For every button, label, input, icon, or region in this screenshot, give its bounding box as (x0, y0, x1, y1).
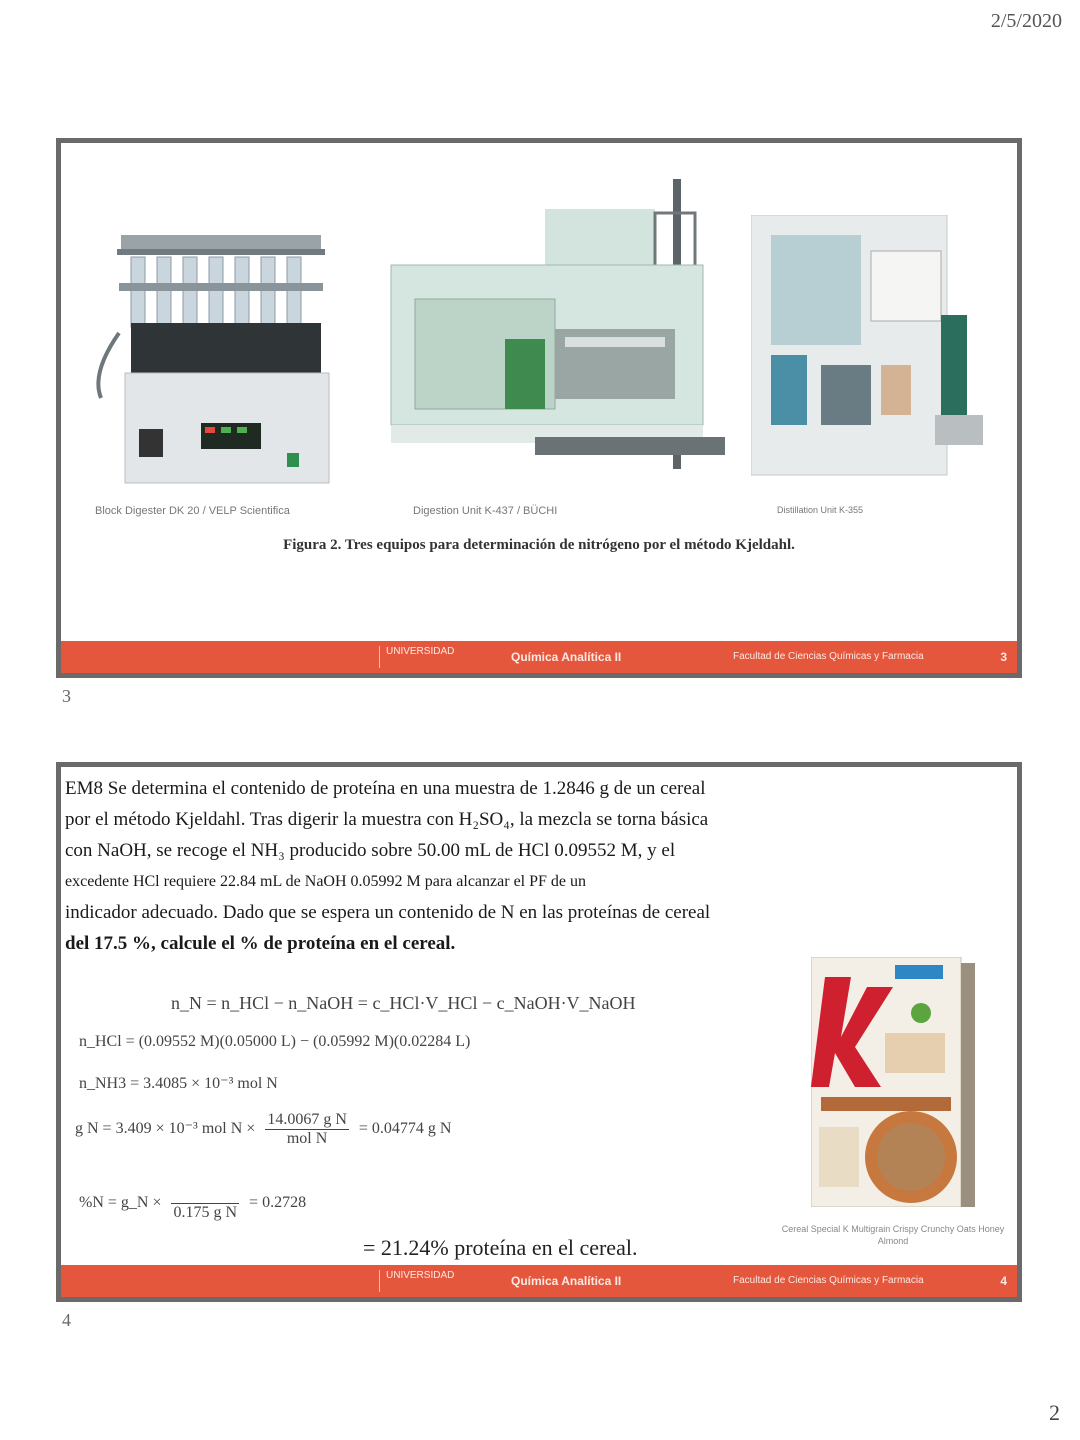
problem-line: excedente HCl requiere 22.84 mL de NaOH 0.05992 M para alcanzar el PF de un (65, 873, 587, 890)
eq5-fraction (171, 1185, 239, 1222)
equipment-caption-3: Distillation Unit K-355 (777, 505, 864, 515)
cereal-box-image (811, 957, 976, 1207)
footer-page-number: 4 (1000, 1274, 1007, 1288)
eq5-left: %N = g_N × (79, 1194, 162, 1212)
equation-moles-nh3: n_NH3 = 3.4085 × 10⁻³ mol N (79, 1075, 278, 1092)
slide-3 (56, 138, 1022, 678)
slide-footer (61, 1265, 1017, 1297)
eq4-left: g N = 3.409 × 10⁻³ mol N × (75, 1120, 256, 1138)
page-number: 2 (1049, 1400, 1060, 1425)
slide-label-3: 3 (62, 686, 71, 706)
equation-percent-n (79, 1185, 306, 1222)
slide-4 (56, 762, 1022, 1302)
problem-line: con NaOH, se recoge el NH₃ producido sobre 50.00 mL de HCl 0.09552 M, y el (65, 840, 676, 861)
footer-faculty: Facultad de Ciencias Químicas y Farmacia (733, 1275, 924, 1286)
eq5-right: = 0.2728 (249, 1194, 307, 1212)
footer-course: Química Analítica II (511, 1274, 622, 1288)
eq4-numerator: 14.0067 g N (267, 1111, 347, 1128)
equipment-caption-2: Digestion Unit K-437 / BÜCHI (413, 505, 558, 517)
eq5-denominator: 0.175 g N (173, 1204, 238, 1221)
equation-grams-n (75, 1111, 451, 1148)
eq5-numerator (171, 1185, 239, 1204)
footer-course: Química Analítica II (511, 650, 622, 664)
eq4-right: = 0.04774 g N (358, 1120, 452, 1138)
university-logo: UNIVERSIDAD (379, 646, 479, 668)
document-date: 2/5/2020 (990, 10, 1062, 32)
footer-faculty: Facultad de Ciencias Químicas y Farmacia (733, 651, 924, 662)
distillation-unit-image (751, 215, 991, 485)
problem-line: por el método Kjeldahl. Tras digerir la muestra con H₂SO₄, la mezcla se torna básica (65, 809, 709, 830)
problem-line: indicador adecuado. Dado que se espera un contenido de N en las proteínas de cereal (65, 902, 711, 923)
problem-statement (65, 773, 1011, 959)
block-digester-image (91, 223, 351, 493)
cereal-caption: Cereal Special K Multigrain Crispy Crunchy Oats Honey Almond (781, 1224, 1005, 1246)
result-text: = 21.24% proteína en el cereal. (363, 1235, 638, 1260)
slide-label-4: 4 (62, 1310, 71, 1330)
equation-moles-hcl: n_HCl = (0.09552 M)(0.05000 L) − (0.05992 M)(0.02284 L) (79, 1033, 471, 1050)
equipment-caption-1: Block Digester DK 20 / VELP Scientifica (95, 505, 290, 517)
slide-footer (61, 641, 1017, 673)
eq4-fraction (265, 1111, 349, 1148)
figure-caption: Figura 2. Tres equipos para determinación de nitrógeno por el método Kjeldahl. (283, 537, 795, 553)
problem-line: EM8 Se determina el contenido de proteína en una muestra de 1.2846 g de un cereal (65, 778, 706, 799)
problem-line: del 17.5 %, calcule el % de proteína en el cereal. (65, 933, 456, 954)
equation-moles-n: n_N = n_HCl − n_NaOH = c_HCl·V_HCl − c_NaOH·V_NaOH (171, 993, 636, 1013)
digestion-unit-image (385, 179, 725, 489)
university-logo: UNIVERSIDAD (379, 1270, 479, 1292)
eq4-denominator: mol N (286, 1130, 328, 1147)
footer-page-number: 3 (1000, 650, 1007, 664)
